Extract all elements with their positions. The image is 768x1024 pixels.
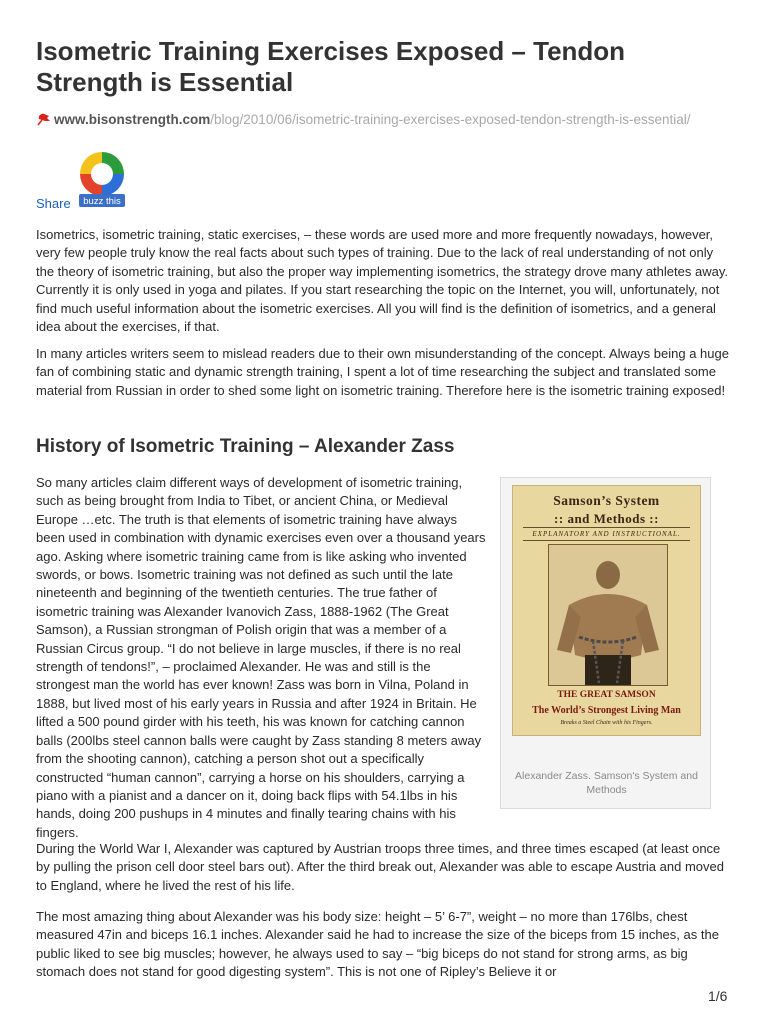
book-name: THE GREAT SAMSON (557, 690, 656, 700)
book-title-line-2: :: and Methods :: (554, 511, 659, 526)
book-photo-caption: Breaks a Steel Chain with his Fingers. (560, 720, 653, 726)
paragraph-intro: Isometrics, isometric training, static exercises, – these words are used more and more frequently nowadays, however, very few people truly know the real facts about such types of training. Due to the lack of real understanding of not only the theory of isometric training, but also the proper way implementing isometrics, the strategy drove many athletes away. Currently it is only used in yoga and pilates. If you start researching the topic on the Internet, you will, unfortunately, not find much useful information about the isometric exercises. All you will find is the definition of isometrics, and a general idea about the exercises, if that. (36, 227, 728, 335)
source-domain: www.bisonstrength.com (54, 112, 211, 127)
source-url[interactable] (36, 112, 736, 128)
book-subtitle: EXPLANATORY AND INSTRUCTIONAL. (532, 530, 681, 538)
source-path: /blog/2010/06/isometric-training-exercises-exposed-tendon-strength-is-essential/ (210, 112, 691, 127)
book-rule (523, 540, 690, 541)
article-title: Isometric Training Exercises Exposed – Tendon Strength is Essential (36, 36, 626, 97)
figure-book-cover (500, 477, 711, 809)
book-tagline: The World’s Strongest Living Man (532, 705, 681, 716)
strongman-photo (548, 544, 668, 686)
paragraph-body-size: The most amazing thing about Alexander was his body size: height – 5’ 6-7”, weight – no more than 176lbs, chest measured 47in and biceps 16.1 inches. Alexander said he had to increase the size of the biceps from 15 inches, as the public liked to see big muscles; however, he always used to say – “big biceps do not stand for strong arms, as big stomach does not stand for good digesting system”. This is not one of Ripley’s Believe it or (36, 909, 719, 980)
share-link[interactable]: Share (36, 196, 71, 211)
page-indicator: 1/6 (708, 988, 728, 1004)
paragraph-history: So many articles claim different ways of development of isometric training, such as being brought from India to Tibet, or ancient China, or Medieval Europe …etc. The truth is that elements of isometric training have always been used in combination with dynamic exercises even over a thousand years ago. Asking where isometric training came from is like asking who invented swords, or bows. Isometric training was not defined as such until the late nineteenth and beginning of the twentieth centuries. The true father of isometric training was Alexander Ivanovich Zass, 1888-1962 (The Great Samson), a Russian strongman of Polish origin that was a member of a Russian Circus group. “I do not believe in large muscles, if there is no real strength of tendons!”, – proclaimed Alexander. He was and still is the strongest man the world has ever known! Zass was born in Vilna, Poland in 1888, but lived most of his early years in Russia and after 1924 in Britain. He lifted a 500 pound girder with his teeth, his was known for catching cannon balls (200lbs steel cannon balls were caught by Zass standing 8 meters away from the shooting cannon), catching a person shot out a specifically constructed “human cannon”, carrying a horse on his shoulders, carrying a piano with a pianist and a dancer on it, doing back flips with 54.1lbs in his hands, doing 200 pushups in 4 minutes and finally tearing chains with his fingers. (36, 475, 486, 840)
figure-caption: Alexander Zass. Samson's System and Methods (515, 770, 698, 796)
book-cover-image (512, 485, 701, 736)
google-buzz-icon[interactable] (77, 150, 127, 208)
book-rule (523, 527, 690, 528)
paragraph-misunderstanding: In many articles writers seem to mislead readers due to their own misunderstanding of the concept. Always being a huge fan of combining static and dynamic strength training, I spent a lot of time researching the subject and translated some material from Russian in order to shed some light on isometric training. Therefore here is the isometric training exposed! (36, 346, 729, 398)
buzz-label: buzz this (83, 196, 121, 207)
section-heading-history: History of Isometric Training – Alexander Zass (36, 436, 455, 457)
book-title-line-1: Samson’s System (553, 493, 660, 508)
paragraph-world-war: During the World War I, Alexander was captured by Austrian troops three times, and three times escaped (at least once by pulling the prison cell door steel bars out). After the third break out, Alexander was able to escape Austria and moved to England, where he lived the rest of his life. (36, 841, 724, 893)
pin-icon (36, 112, 52, 126)
share-widget (36, 150, 146, 215)
